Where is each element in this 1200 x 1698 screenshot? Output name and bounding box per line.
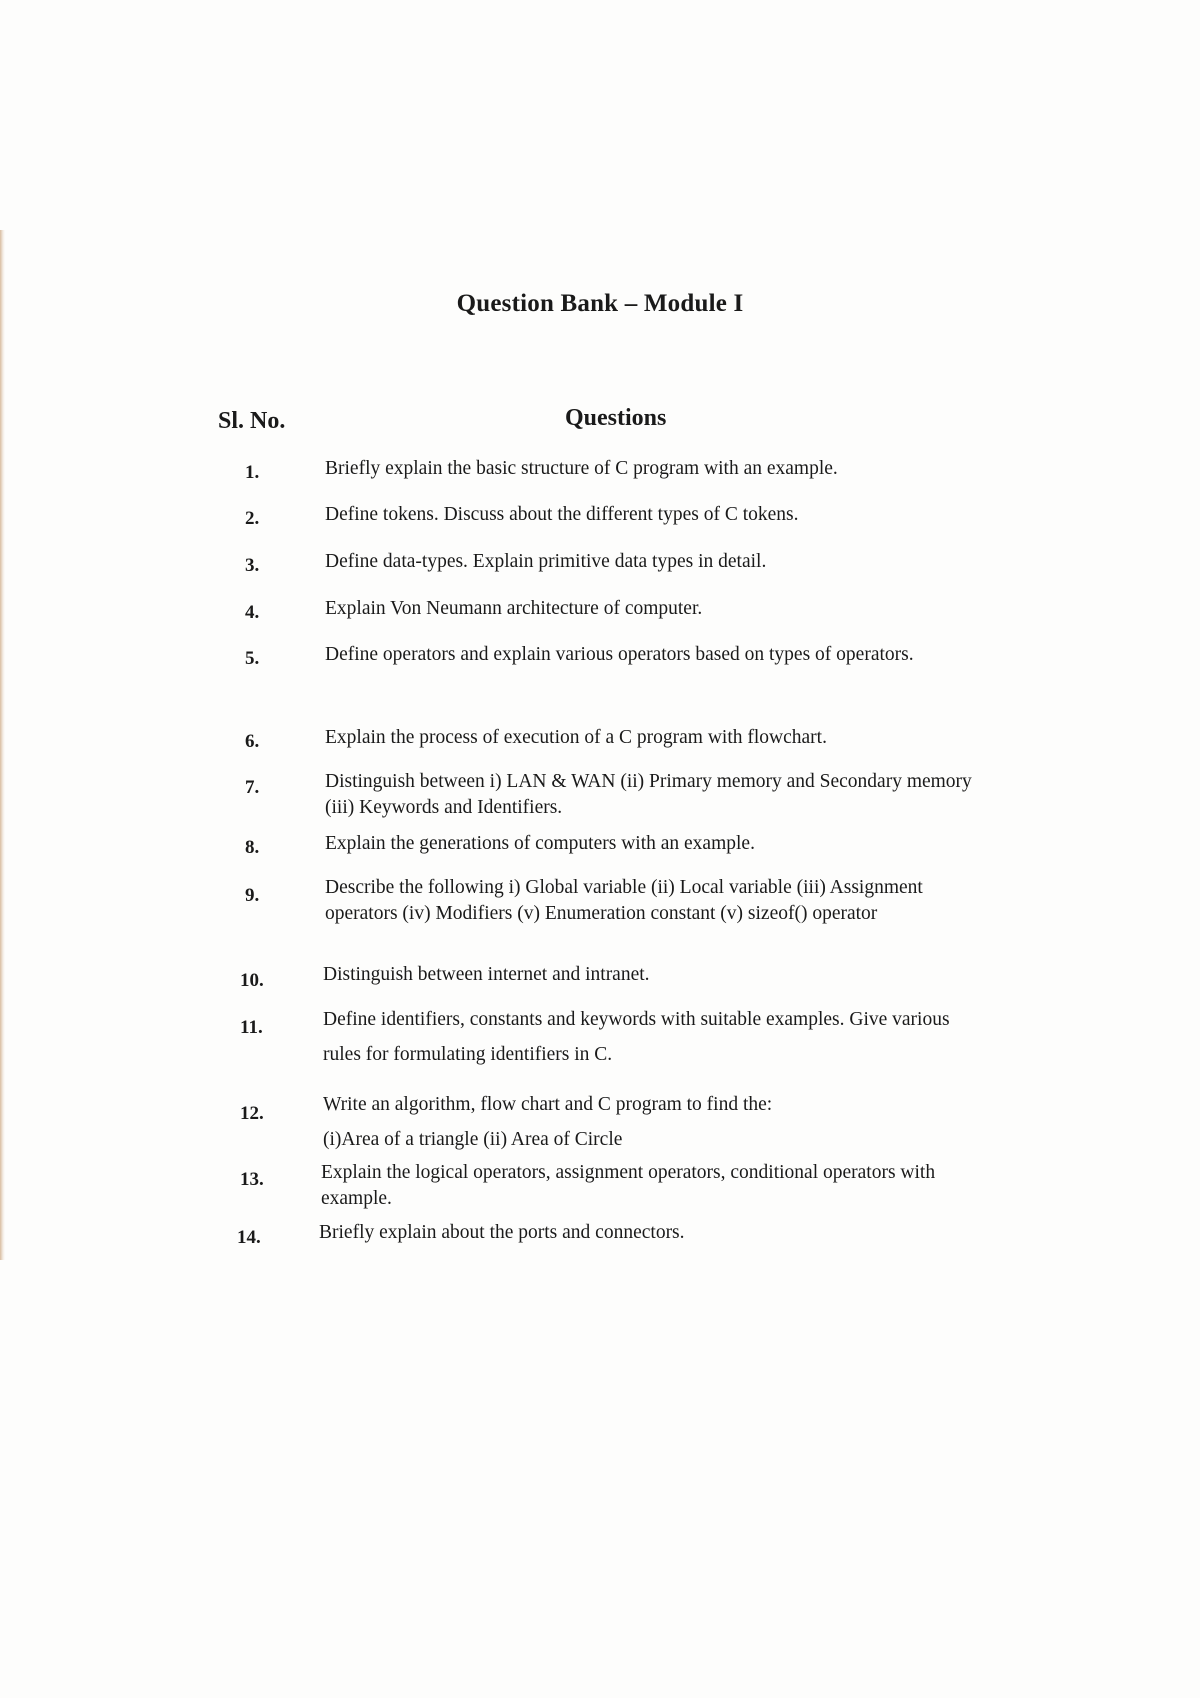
question-text: Define operators and explain various operators based on types of operators.: [325, 644, 914, 665]
scan-shadow-edge: [0, 230, 5, 1260]
question-number: 9.: [245, 885, 260, 906]
question-number: 11.: [240, 1017, 263, 1038]
question-number: 2.: [245, 508, 260, 529]
question-text: Explain the generations of computers with an example.: [325, 833, 755, 854]
question-number: 13.: [240, 1169, 264, 1190]
question-number: 6.: [245, 731, 260, 752]
column-header-sl-no: Sl. No.: [218, 408, 286, 434]
column-header-questions: Questions: [565, 405, 667, 431]
question-number: 10.: [240, 970, 264, 991]
question-text: Explain Von Neumann architecture of computer.: [325, 598, 703, 619]
question-text: Briefly explain the basic structure of C program with an example.: [325, 458, 838, 479]
question-number: 12.: [240, 1103, 264, 1124]
question-text: Define data-types. Explain primitive data types in detail.: [325, 551, 767, 572]
question-number: 7.: [245, 777, 260, 798]
question-number: 3.: [245, 555, 260, 576]
question-text: Distinguish between i) LAN & WAN (ii) Primary memory and Secondary memory (iii) Keywords and Identifiers.: [325, 771, 972, 818]
question-text: Explain the logical operators, assignment operators, conditional operators with example.: [321, 1162, 936, 1209]
question-text: Write an algorithm, flow chart and C program to find the: (i)Area of a triangle (ii) Area of Circle: [323, 1094, 773, 1150]
question-text: Define tokens. Discuss about the different types of C tokens.: [325, 504, 799, 525]
question-text: Describe the following i) Global variable (ii) Local variable (iii) Assignment operators (iv) Modifiers (v) Enumeration constant (v) sizeof() operator: [325, 877, 923, 924]
question-number: 1.: [245, 462, 260, 483]
question-text: Define identifiers, constants and keywords with suitable examples. Give various rules for formulating identifiers in C.: [323, 1009, 950, 1065]
question-text: Explain the process of execution of a C program with flowchart.: [325, 727, 827, 748]
question-text: Briefly explain about the ports and connectors.: [319, 1222, 685, 1243]
question-number: 8.: [245, 837, 260, 858]
question-text: Distinguish between internet and intranet.: [323, 964, 650, 985]
question-number: 5.: [245, 648, 260, 669]
question-number: 14.: [237, 1227, 261, 1248]
question-number: 4.: [245, 602, 260, 623]
page-title: Question Bank – Module I: [456, 290, 744, 317]
